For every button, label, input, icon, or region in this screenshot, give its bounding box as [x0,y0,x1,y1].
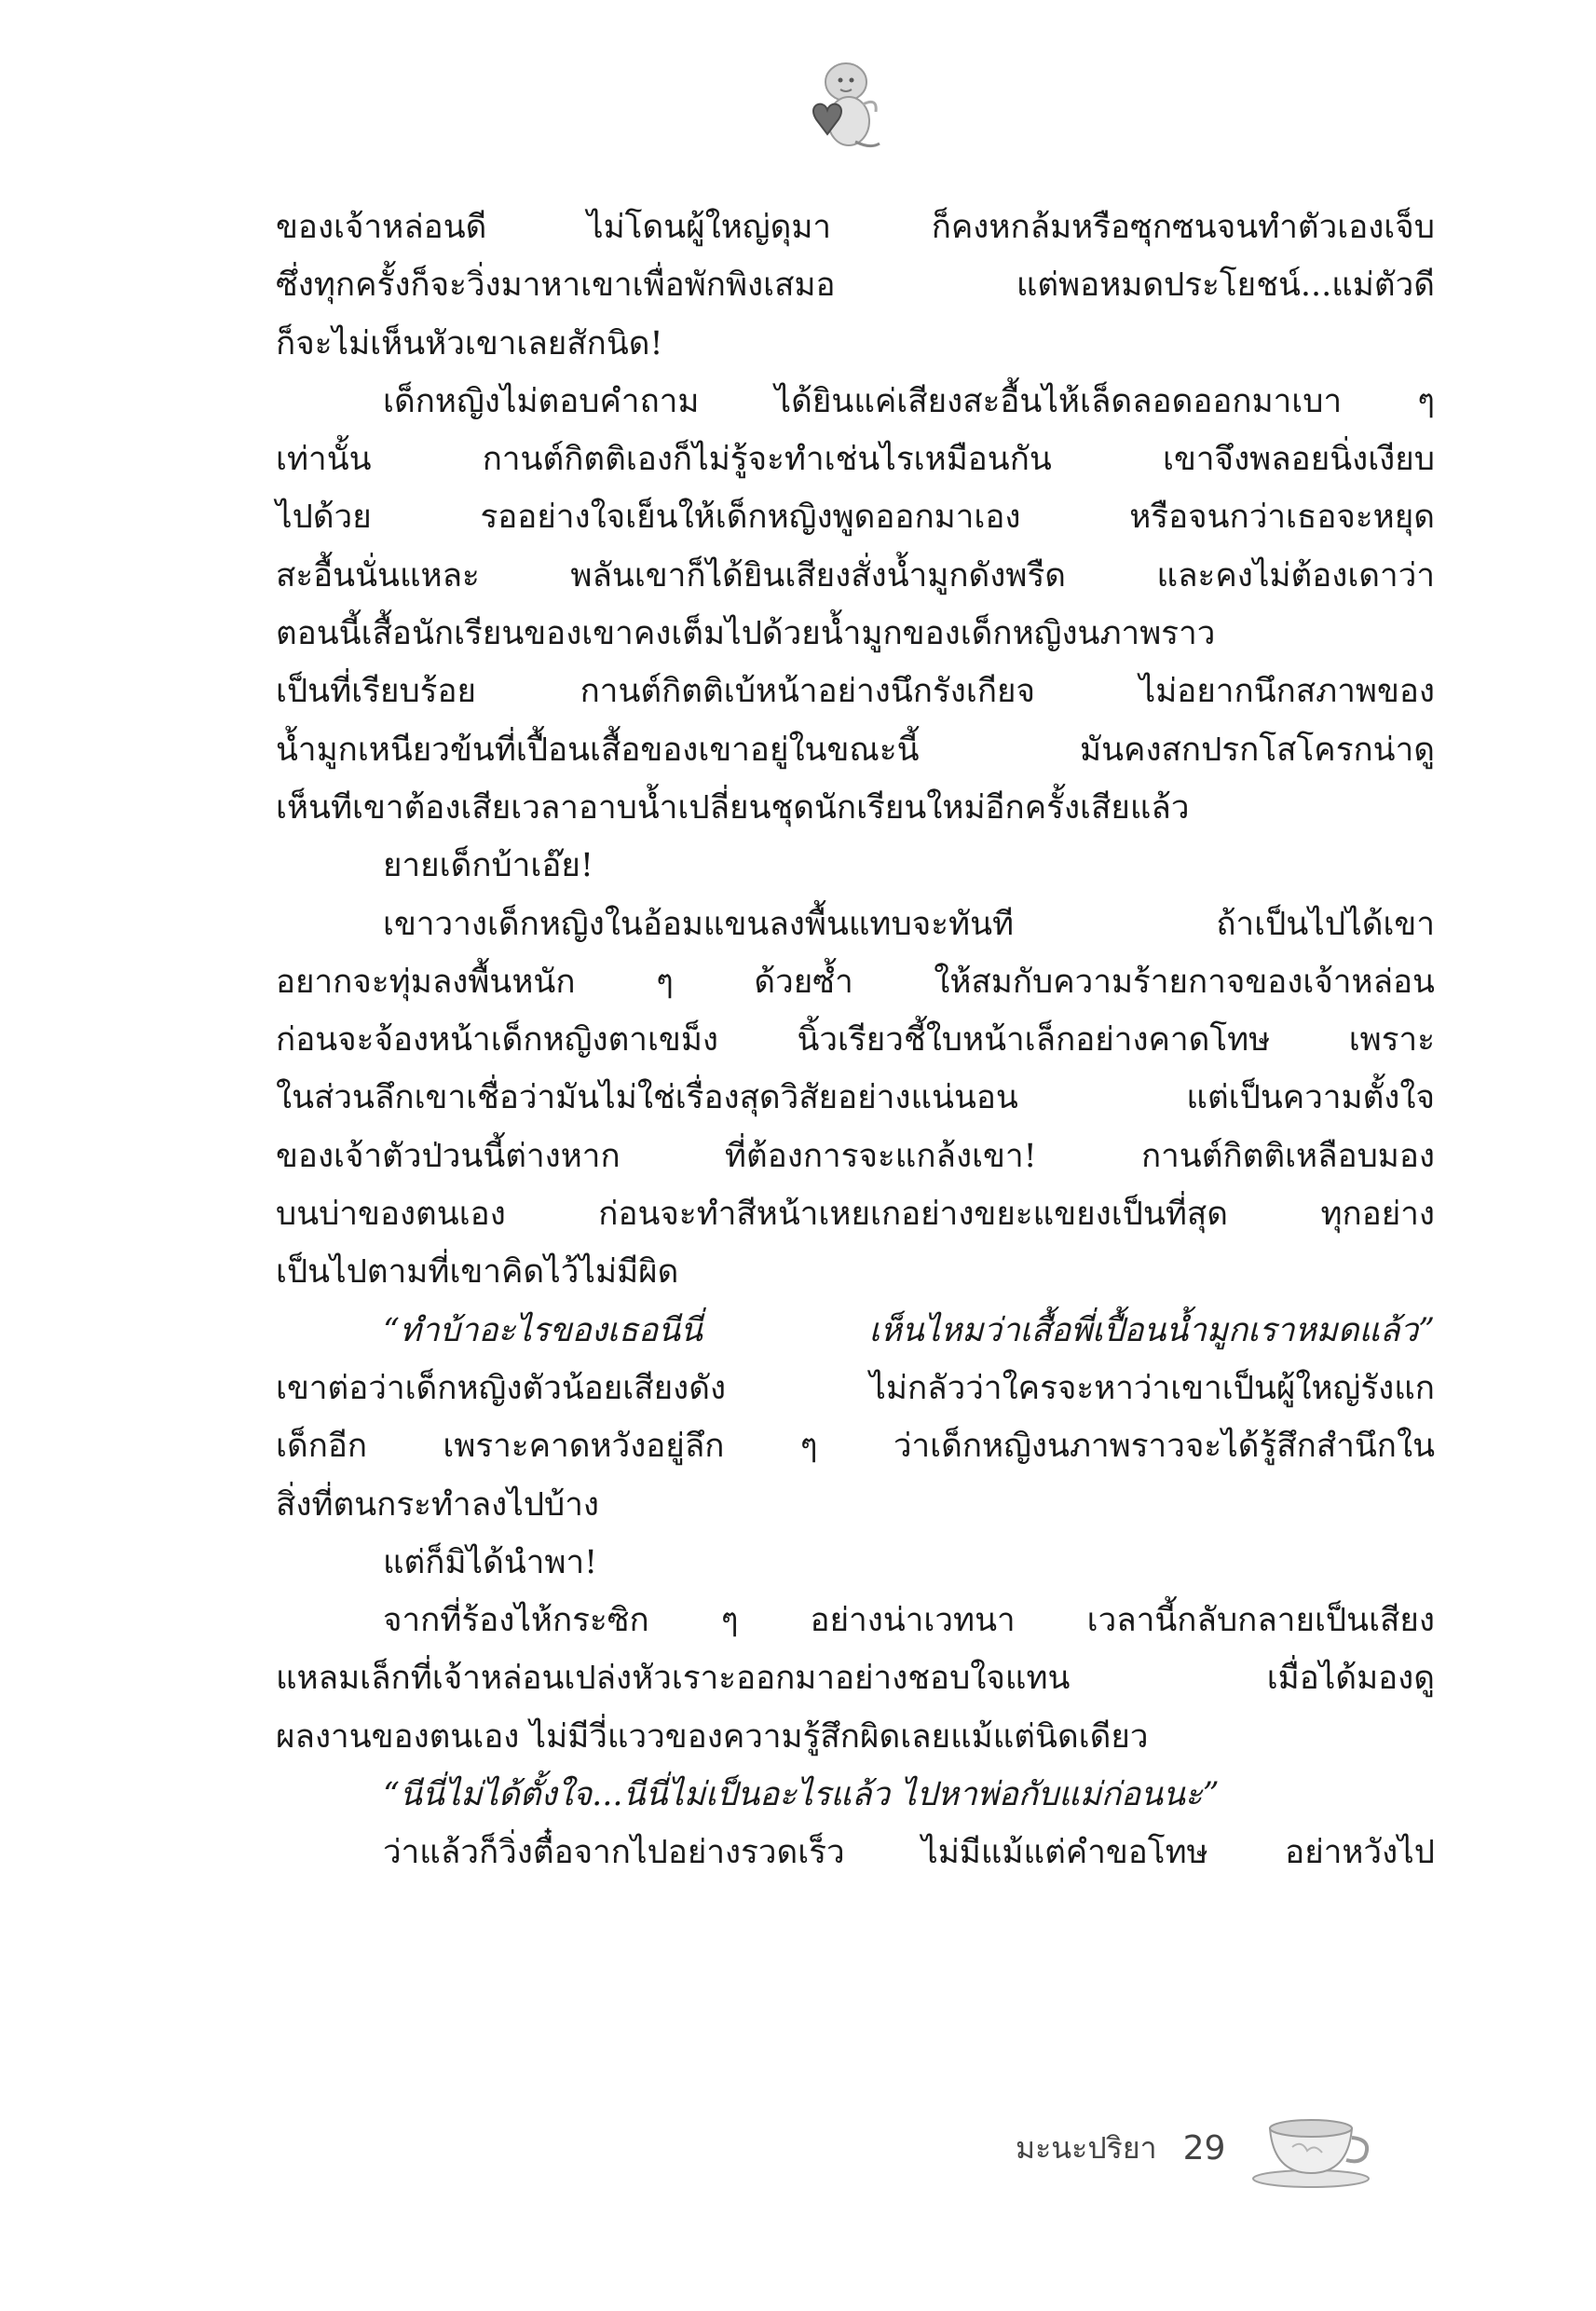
text-line: เห็นทีเขาต้องเสียเวลาอาบน้ำเปลี่ยนชุดนักเรียนใหม่อีกครั้งเสียแล้ว [276,788,1190,827]
text-line: เขาวางเด็กหญิงในอ้อมแขนลงพื้นแทบจะทันที ถ้าเป็นไปได้เขา [383,905,1435,943]
text-line: อยากจะทุ่มลงพื้นหนัก ๆ ด้วยซ้ำ ให้สมกับความร้ายกาจของเจ้าหล่อน [276,963,1435,1001]
author-name: มะนะปริยา [1016,2129,1157,2166]
text-line: ไปด้วย รออย่างใจเย็นให้เด็กหญิงพูดออกมาเอง หรือจนกว่าเธอจะหยุด [276,499,1435,537]
text-line: บนบ่าของตนเอง ก่อนจะทำสีหน้าเหยเกอย่างขยะแขยงเป็นที่สุด ทุกอย่าง [276,1196,1435,1234]
text-line: ของเจ้าหล่อนดี ไม่โดนผู้ใหญ่ดุมา ก็คงหกล้มหรือซุกซนจนทำตัวเองเจ็บ [276,209,1435,246]
text-line: เป็นไปตามที่เขาคิดไว้ไม่มีผิด [276,1253,679,1292]
cherub-with-heart-icon [798,56,883,158]
text-line: เท่านั้น กานต์กิตติเองก็ไม่รู้จะทำเช่นไรเหมือนกัน เขาจึงพลอยนิ่งเงียบ [276,441,1435,479]
text-line: ตอนนี้เสื้อนักเรียนของเขาคงเต็มไปด้วยน้ำมูกของเด็กหญิงนภาพราว [276,615,1216,653]
text-line: ซึ่งทุกครั้งก็จะวิ่งมาหาเขาเพื่อพักพิงเสมอ แต่พอหมดประโยชน์...แม่ตัวดี [276,267,1435,305]
text-line: ผลงานของตนเอง ไม่มีวี่แววของความรู้สึกผิดเลยแม้แต่นิดเดียว [276,1717,1149,1756]
text-line: แต่ก็มิได้นำพา! [383,1543,598,1581]
text-line: เขาต่อว่าเด็กหญิงตัวน้อยเสียงดัง ไม่กลัวว่าใครจะหาว่าเขาเป็นผู้ใหญ่รังแก [276,1369,1435,1407]
text-line: น้ำมูกเหนียวข้นที่เปื้อนเสื้อของเขาอยู่ในขณะนี้ มันคงสกปรกโสโครกน่าดู [276,731,1435,769]
text-line: ในส่วนลึกเขาเชื่อว่ามันไม่ใช่เรื่องสุดวิสัยอย่างแน่นอน แต่เป็นความตั้งใจ [276,1079,1435,1117]
text-line: เด็กหญิงไม่ตอบคำถาม ได้ยินแค่เสียงสะอื้นไห้เล็ดลอดออกมาเบา ๆ [383,382,1435,420]
text-line: “ทำบ้าอะไรของเธอนีนี่ เห็นไหมว่าเสื้อพี่เปื้อนน้ำมูกเราหมดแล้ว” [383,1311,1435,1349]
text-line: ว่าแล้วก็วิ่งตื๋อจากไปอย่างรวดเร็ว ไม่มีแม้แต่คำขอโทษ อย่าหวังไป [383,1834,1435,1872]
text-line: สิ่งที่ตนกระทำลงไปบ้าง [276,1485,600,1524]
text-line: ก่อนจะจ้องหน้าเด็กหญิงตาเขม็ง นิ้วเรียวชี้ใบหน้าเล็กอย่างคาดโทษ เพราะ [276,1021,1435,1060]
text-line: “นีนี่ไม่ได้ตั้งใจ...นีนี่ไม่เป็นอะไรแล้ว ไปหาพ่อกับแม่ก่อนนะ” [383,1776,1220,1814]
page-number: 29 [1182,2128,1226,2167]
text-line: เป็นที่เรียบร้อย กานต์กิตติเบ้หน้าอย่างนึกรังเกียจ ไม่อยากนึกสภาพของ [276,673,1435,711]
teacup-icon [1246,2106,1376,2190]
text-line: ยายเด็กบ้าเอ๊ย! [383,847,593,885]
text-line: ของเจ้าตัวป่วนนี้ต่างหาก ที่ต้องการจะแกล้งเขา! กานต์กิตติเหลือบมอง [276,1137,1435,1175]
text-line: สะอื้นนั่นแหละ พลันเขาก็ได้ยินเสียงสั่งน้ำมูกดังพรืด และคงไม่ต้องเดาว่า [276,556,1435,595]
text-line: เด็กอีก เพราะคาดหวังอยู่ลึก ๆ ว่าเด็กหญิงนภาพราวจะได้รู้สึกสำนึกใน [276,1428,1435,1466]
body-text [276,198,1435,1882]
page-footer [1016,2115,1376,2181]
text-line: จากที่ร้องไห้กระซิก ๆ อย่างน่าเวทนา เวลานี้กลับกลายเป็นเสียง [383,1602,1435,1640]
text-line: แหลมเล็กที่เจ้าหล่อนเปล่งหัวเราะออกมาอย่างชอบใจแทน เมื่อได้มองดู [276,1660,1435,1698]
text-line: ก็จะไม่เห็นหัวเขาเลยสักนิด! [276,324,663,362]
